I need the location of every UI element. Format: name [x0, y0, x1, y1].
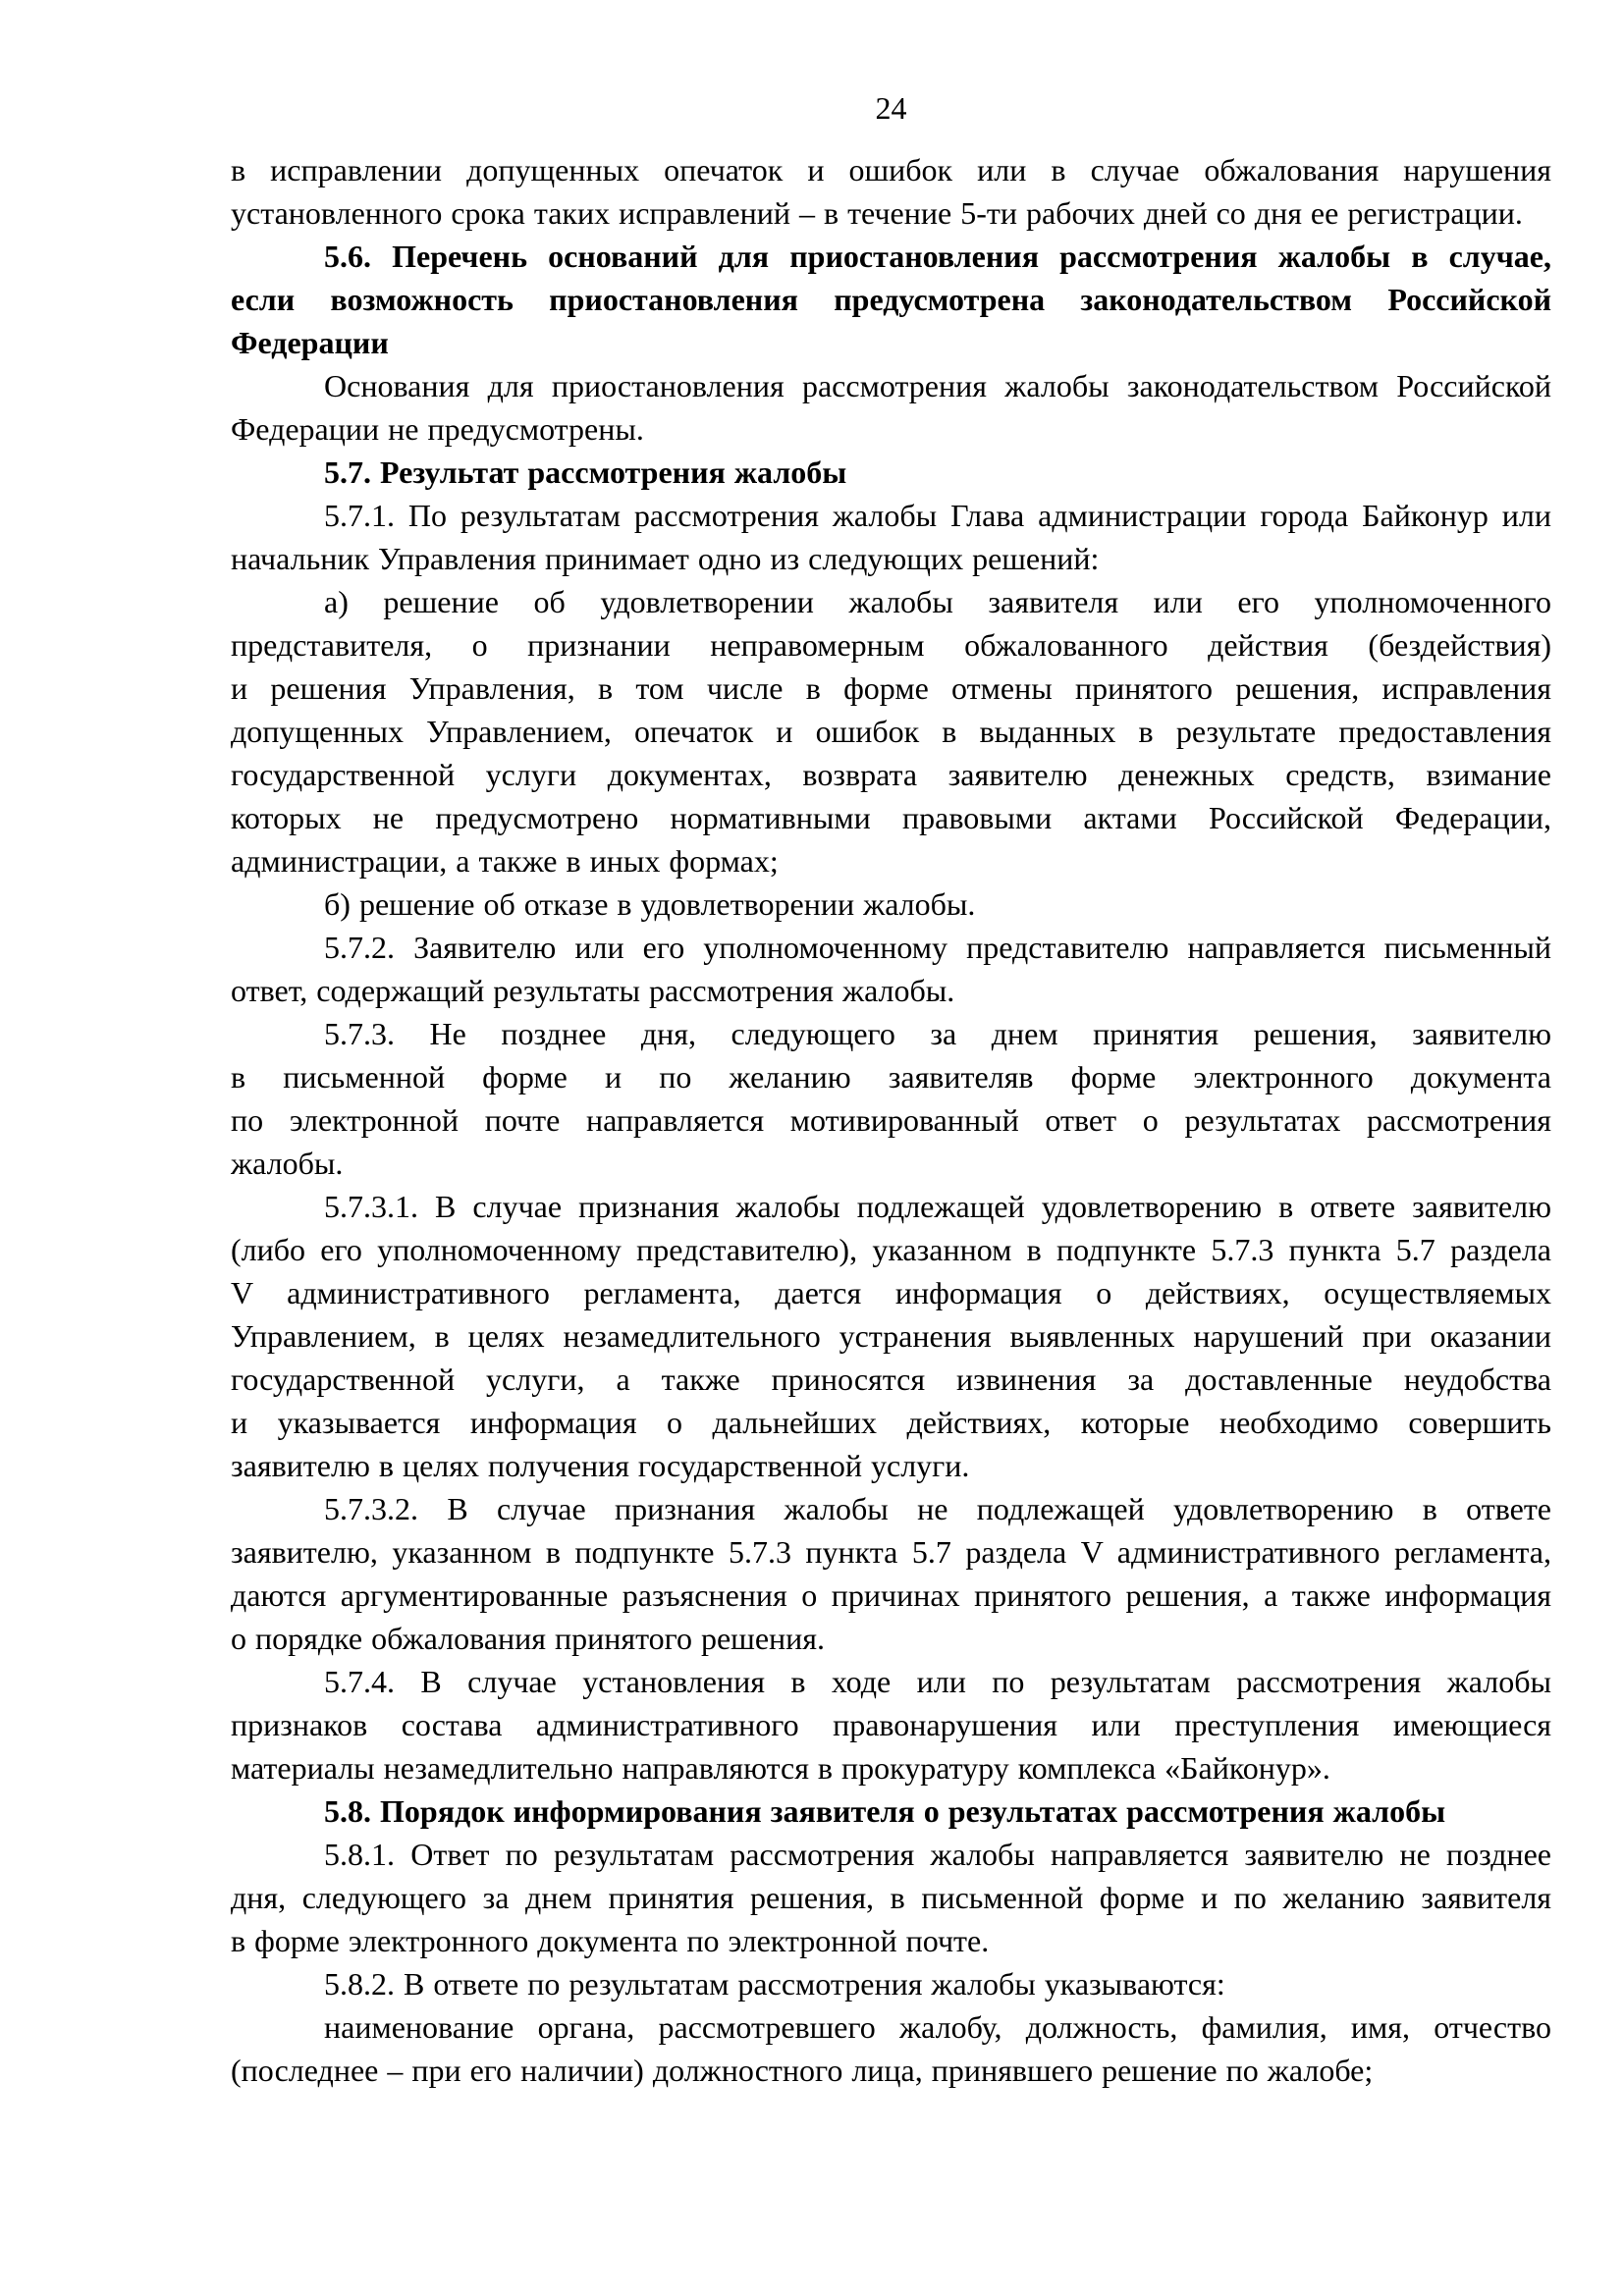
text-line: 5.7.3.2. В случае признания жалобы не подлежащей удовлетворению в ответе	[324, 1491, 1551, 1526]
text-line: по электронной почте направляется мотивированный ответ о результатах рассмотрения	[231, 1102, 1551, 1138]
document-body	[231, 148, 1551, 2092]
text-line: в письменной форме и по желанию заявителяв форме электронного документа	[231, 1059, 1551, 1095]
text-line: государственной услуги, а также приносятся извинения за доставленные неудобства	[231, 1362, 1551, 1397]
text-line: ответ, содержащий результаты рассмотрения жалобы.	[231, 973, 955, 1008]
text-line: Основания для приостановления рассмотрения жалобы законодательством Российской	[324, 368, 1551, 403]
text-line: установленного срока таких исправлений – в течение 5-ти рабочих дней со дня ее регистрации.	[231, 195, 1523, 231]
text-line: 5.7. Результат рассмотрения жалобы	[324, 454, 847, 490]
text-line: 5.7.4. В случае установления в ходе или по результатам рассмотрения жалобы	[324, 1664, 1551, 1699]
text-line: даются аргументированные разъяснения о причинах принятого решения, а также информация	[231, 1577, 1551, 1613]
text-line: 5.7.2. Заявителю или его уполномоченному представителю направляется письменный	[324, 930, 1551, 965]
text-line: государственной услуги документах, возврата заявителю денежных средств, взимание	[231, 757, 1551, 792]
text-line: Федерации не предусмотрены.	[231, 411, 644, 447]
text-line: V административного регламента, дается информация о действиях, осуществляемых	[231, 1275, 1551, 1310]
text-line: заявителю в целях получения государственной услуги.	[231, 1448, 970, 1483]
text-line: (либо его уполномоченному представителю), указанном в подпункте 5.7.3 пункта 5.7 раздела	[231, 1232, 1551, 1267]
text-line: о порядке обжалования принятого решения.	[231, 1621, 825, 1656]
body-paragraph	[231, 1487, 1551, 1660]
body-paragraph	[231, 1185, 1551, 1487]
text-line: дня, следующего за днем принятия решения, в письменной форме и по желанию заявителя	[231, 1880, 1551, 1915]
body-paragraph	[231, 148, 1551, 235]
text-line: 5.7.3. Не позднее дня, следующего за днем принятия решения, заявителю	[324, 1016, 1551, 1051]
body-paragraph	[231, 1833, 1551, 1962]
text-line: в форме электронного документа по электронной почте.	[231, 1923, 990, 1958]
text-line: представителя, о признании неправомерным обжалованного действия (бездействия)	[231, 627, 1551, 663]
text-line: а) решение об удовлетворении жалобы заявителя или его уполномоченного	[324, 584, 1551, 619]
body-paragraph	[231, 364, 1551, 451]
section-heading	[231, 451, 1551, 494]
body-paragraph	[231, 580, 1551, 882]
body-paragraph	[231, 1660, 1551, 1789]
text-line: допущенных Управлением, опечаток и ошибок в выданных в результате предоставления	[231, 714, 1551, 749]
text-line: 5.8. Порядок информирования заявителя о результатах рассмотрения жалобы	[324, 1793, 1446, 1829]
text-line: и решения Управления, в том числе в форме отмены принятого решения, исправления	[231, 670, 1551, 706]
text-line: 5.8.2. В ответе по результатам рассмотрения жалобы указываются:	[324, 1966, 1225, 2002]
text-line: б) решение об отказе в удовлетворении жалобы.	[324, 886, 976, 922]
body-paragraph	[231, 882, 1551, 926]
body-paragraph	[231, 1962, 1551, 2005]
text-line: наименование органа, рассмотревшего жалобу, должность, фамилия, имя, отчество	[324, 2009, 1551, 2045]
page-number: 24	[875, 90, 907, 126]
text-line: 5.8.1. Ответ по результатам рассмотрения жалобы направляется заявителю не позднее	[324, 1837, 1551, 1872]
body-paragraph	[231, 926, 1551, 1012]
text-line: и указывается информация о дальнейших действиях, которые необходимо совершить	[231, 1405, 1551, 1440]
text-line: 5.7.1. По результатам рассмотрения жалобы Глава администрации города Байконур или	[324, 498, 1551, 533]
text-line: 5.7.3.1. В случае признания жалобы подлежащей удовлетворению в ответе заявителю	[324, 1189, 1551, 1224]
text-line: в исправлении допущенных опечаток и ошибок или в случае обжалования нарушения	[231, 152, 1551, 187]
text-line: (последнее – при его наличии) должностного лица, принявшего решение по жалобе;	[231, 2053, 1374, 2088]
text-line: признаков состава административного правонарушения или преступления имеющиеся	[231, 1707, 1551, 1742]
section-heading	[231, 1789, 1551, 1833]
text-line: Управлением, в целях незамедлительного устранения выявленных нарушений при оказании	[231, 1318, 1551, 1354]
text-line: жалобы.	[231, 1146, 344, 1181]
text-line: 5.6. Перечень оснований для приостановления рассмотрения жалобы в случае,	[324, 239, 1551, 274]
text-line: материалы незамедлительно направляются в прокуратуру комплекса «Байконур».	[231, 1750, 1330, 1786]
text-line: начальник Управления принимает одно из следующих решений:	[231, 541, 1100, 576]
text-line: Федерации	[231, 325, 389, 360]
body-paragraph	[231, 2005, 1551, 2092]
body-paragraph	[231, 1012, 1551, 1185]
text-line: если возможность приостановления предусмотрена законодательством Российской	[231, 282, 1551, 317]
text-line: которых не предусмотрено нормативными правовыми актами Российской Федерации,	[231, 800, 1551, 835]
text-line: администрации, а также в иных формах;	[231, 843, 779, 879]
text-line: заявителю, указанном в подпункте 5.7.3 пункта 5.7 раздела V административного регламента,	[231, 1534, 1551, 1570]
body-paragraph	[231, 494, 1551, 580]
section-heading	[231, 235, 1551, 364]
